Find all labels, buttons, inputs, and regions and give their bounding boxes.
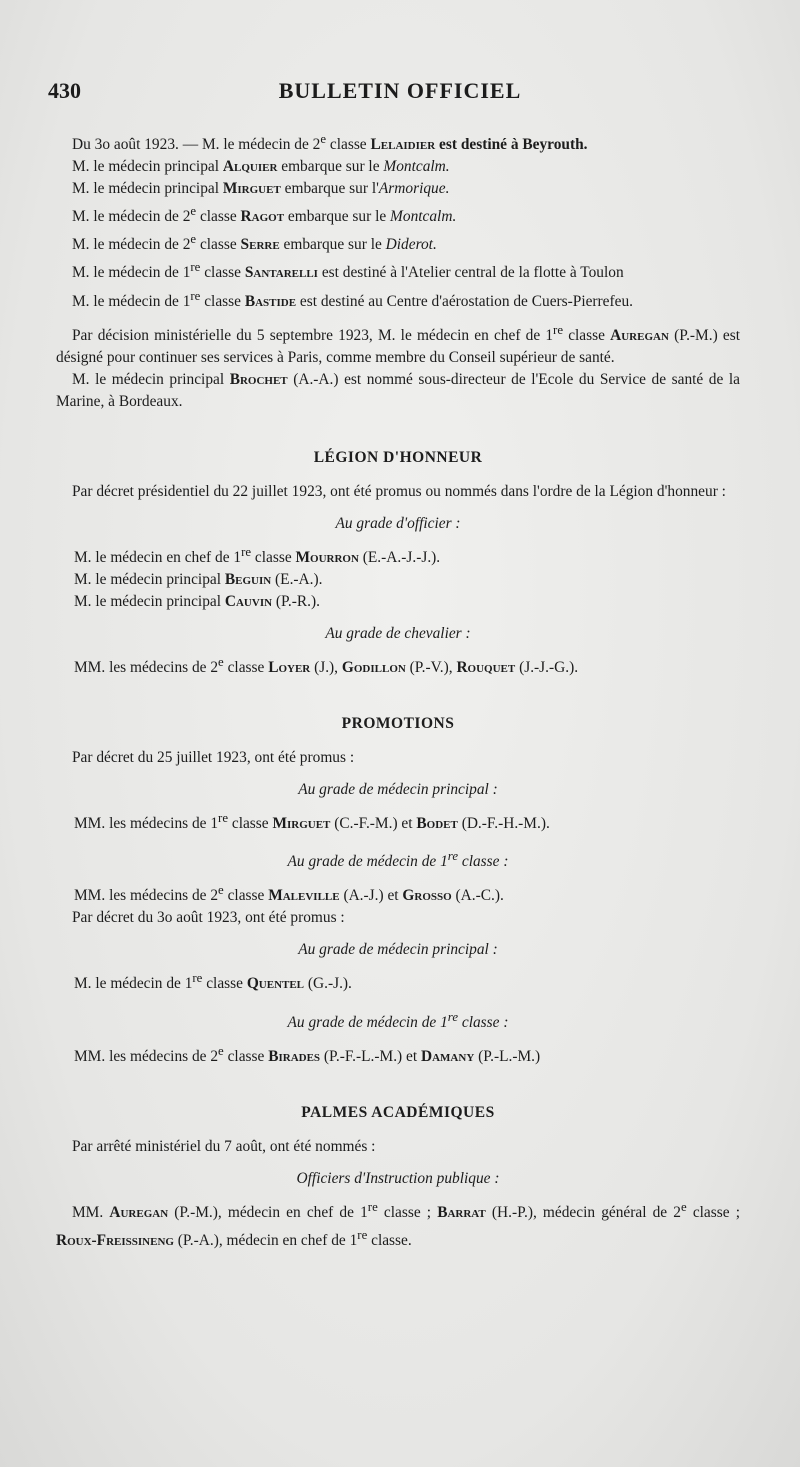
person-name: Auregan: [610, 326, 669, 344]
ship-name: Diderot.: [385, 236, 437, 254]
section-title-palmes: PALMES ACADÉMIQUES: [301, 1103, 495, 1121]
document-body: [56, 128, 740, 1252]
person-name: Grosso: [402, 887, 452, 905]
person-name: Mourron: [295, 548, 359, 566]
person-name: Loyer: [268, 659, 311, 676]
list-item: M. le médecin de 1re classe Quentel (G.-J.).: [74, 971, 352, 993]
grade-heading: Officiers d'Instruction publique :: [296, 1169, 500, 1187]
person-name: Mirguet: [272, 815, 331, 833]
person-name: Mirguet: [222, 180, 281, 198]
paragraph: Du 3o août 1923. — M. le médecin de 2e classe Lelaidier est destiné à Beyrouth.: [72, 132, 588, 154]
list-item: MM. les médecins de 2e classe Birades (P.-F.-L.-M.) et Damany (P.-L.-M.): [74, 1043, 541, 1065]
person-name: Maleville: [268, 887, 340, 905]
person-name: Auregan: [109, 1203, 169, 1221]
page-header: [48, 78, 752, 110]
grade-heading: Au grade de médecin de 1re classe :: [287, 849, 509, 871]
paragraph: M. le médecin de 2e classe Ragot embarque sur le Montcalm.: [72, 204, 457, 226]
paragraph: M. le médecin de 1re classe Bastide est destiné au Centre d'aérostation de Cuers-Pierrefeu.: [72, 288, 634, 310]
running-title: BULLETIN OFFICIEL: [278, 78, 522, 103]
person-name: Brochet: [229, 370, 288, 388]
person-name: Barrat: [437, 1203, 486, 1221]
person-name: Damany: [420, 1047, 475, 1065]
paragraph: Par décret du 3o août 1923, ont été promus :: [72, 909, 345, 927]
paragraph: Par décret présidentiel du 22 juillet 1923, ont été promus ou nommés dans l'ordre de la Légion d'honneur :: [72, 482, 726, 500]
person-name: Lelaidier: [370, 136, 436, 154]
person-name: Birades: [268, 1047, 321, 1065]
paragraph: M. le médecin principal Mirguet embarque sur l'Armorique.: [72, 180, 450, 198]
paragraph: M. le médecin de 1re classe Santarelli est destiné à l'Atelier central de la flotte à Toulon: [72, 260, 624, 282]
list-item: MM. les médecins de 1re classe Mirguet (C.-F.-M.) et Bodet (D.-F.-H.-M.).: [74, 811, 550, 833]
ship-name: Montcalm.: [390, 208, 457, 226]
list-item: MM. les médecins de 2e classe Loyer (J.), Godillon (P.-V.), Rouquet (J.-J.-G.).: [74, 654, 579, 676]
paragraph: Par décret du 25 juillet 1923, ont été promus :: [72, 749, 355, 766]
grade-heading: Au grade de chevalier :: [325, 624, 471, 642]
list-item: M. le médecin en chef de 1re classe Mourron (E.-A.-J.-J.).: [74, 544, 441, 566]
person-name: Bastide: [244, 292, 297, 310]
person-name: Bodet: [416, 815, 458, 833]
page-number: 430: [48, 78, 81, 103]
grade-heading: Au grade d'officier :: [335, 514, 461, 532]
person-name: Godillon: [341, 659, 406, 676]
ship-name: Armorique.: [378, 180, 450, 198]
list-item: M. le médecin principal Beguin (E.-A.).: [74, 570, 323, 588]
grade-heading: Au grade de médecin de 1re classe :: [287, 1009, 509, 1031]
person-name: Cauvin: [224, 592, 273, 610]
person-name: Alquier: [222, 158, 278, 176]
paragraph: Par décision ministérielle du 5 septembre 1923, M. le médecin en chef de 1re classe Auregan (P.-M.) est désigné pour continuer ses services à Paris, comme membre du Conseil supérieur de santé.: [56, 322, 740, 366]
grade-heading: Au grade de médecin principal :: [298, 781, 498, 798]
paragraph: M. le médecin principal Alquier embarque sur le Montcalm.: [72, 158, 450, 176]
paragraph: M. le médecin de 2e classe Serre embarque sur le Diderot.: [72, 232, 437, 254]
person-name: Roux-Freissineng: [56, 1232, 174, 1249]
paragraph: M. le médecin principal Brochet (A.-A.) est nommé sous-directeur de l'Ecole du Service de santé de la Marine, à Bordeaux.: [56, 370, 740, 410]
section-title-promotions: PROMOTIONS: [341, 715, 455, 732]
list-item: M. le médecin principal Cauvin (P.-R.).: [74, 592, 320, 610]
ship-name: Montcalm.: [383, 158, 450, 176]
paragraph: MM. Auregan (P.-M.), médecin en chef de 1re classe ; Barrat (H.-P.), médecin général de 2e classe ; Roux-Freissineng (P.-A.), médecin en chef de 1re classe.: [56, 1199, 740, 1249]
person-name: Serre: [240, 236, 280, 254]
person-name: Santarelli: [244, 264, 318, 282]
person-name: Beguin: [224, 570, 272, 588]
person-name: Rouquet: [456, 659, 516, 676]
section-title-legion: LÉGION D'HONNEUR: [313, 448, 483, 466]
person-name: Quentel: [246, 975, 305, 993]
grade-heading: Au grade de médecin principal :: [298, 941, 498, 959]
person-name: Ragot: [240, 208, 285, 226]
paragraph: Par arrêté ministériel du 7 août, ont été nommés :: [72, 1137, 376, 1155]
list-item: MM. les médecins de 2e classe Maleville (A.-J.) et Grosso (A.-C.).: [74, 883, 504, 905]
